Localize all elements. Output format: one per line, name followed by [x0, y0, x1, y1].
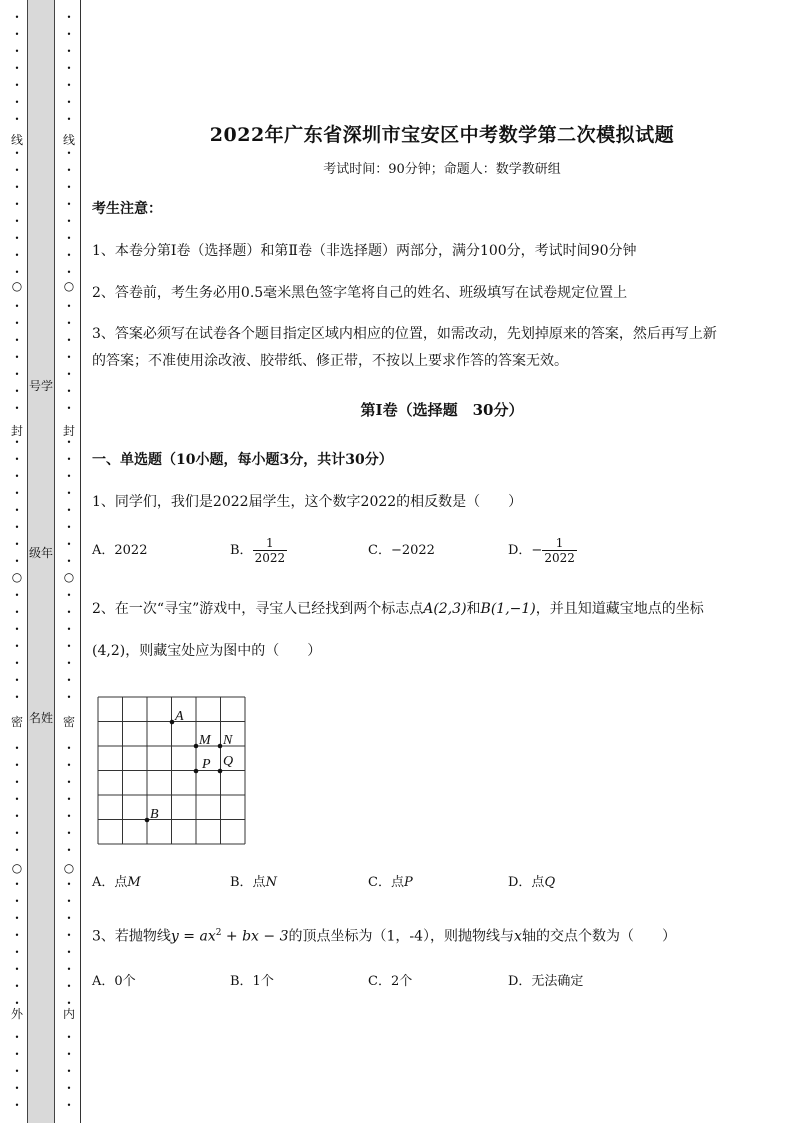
binding-hole-icon [59, 280, 79, 292]
binding-dot [59, 350, 79, 364]
binding-dot [59, 503, 79, 517]
binding-dot [7, 792, 27, 806]
notice-heading: 考生注意： [92, 201, 162, 217]
binding-dot [59, 27, 79, 41]
grid-point-n [218, 744, 223, 749]
binding-dot [59, 384, 79, 398]
binding-dot [59, 605, 79, 619]
binding-dot [59, 112, 79, 126]
binding-dot [7, 401, 27, 415]
inner-cut-line-label: 内 [62, 1007, 75, 1021]
binding-dot [59, 197, 79, 211]
binding-dot [59, 588, 79, 602]
binding-dot [59, 690, 79, 704]
grid-label-n: N [223, 733, 233, 748]
binding-hole-icon [7, 571, 27, 583]
grid-point-q [218, 769, 223, 774]
outer-cut-line-label: 封 [10, 424, 23, 438]
binding-dot [7, 639, 27, 653]
grid-point-m [194, 744, 199, 749]
question-3-options [92, 967, 712, 997]
q1-option-c[interactable]: C．−2022 [368, 543, 435, 558]
binding-dot [7, 622, 27, 636]
q1-option-b[interactable]: B． $\frac{1}{2022}$ [230, 536, 286, 565]
binding-dot [59, 1064, 79, 1078]
binding-dot [59, 894, 79, 908]
binding-dot [59, 452, 79, 466]
binding-dot [59, 367, 79, 381]
binding-dot [59, 231, 79, 245]
question-1-stem: 1、同学们，我们是2022届学生，这个数字2022的相反数是（ ） [92, 494, 523, 510]
binding-dot [59, 945, 79, 959]
binding-dot [7, 1047, 27, 1061]
binding-dot [7, 299, 27, 313]
binding-dot [7, 248, 27, 262]
binding-dot [7, 469, 27, 483]
field-label-name: 名姓 [28, 711, 53, 725]
binding-dot [59, 741, 79, 755]
binding-dot [7, 503, 27, 517]
binding-dot [59, 299, 79, 313]
binding-dot [7, 486, 27, 500]
binding-dot [7, 843, 27, 857]
binding-dot [7, 316, 27, 330]
binding-dot [59, 979, 79, 993]
notice-item-2: 2、答卷前，考生务必用0.5毫米黑色签字笔将自己的姓名、班级填写在试卷规定位置上 [92, 285, 628, 301]
treasure-grid-figure [96, 695, 248, 847]
binding-dot [7, 78, 27, 92]
binding-dot [59, 1098, 79, 1112]
binding-dot [7, 452, 27, 466]
question-2-stem-line2: (4,2)，则藏宝处应为图中的（ ） [92, 643, 322, 659]
binding-dot [59, 180, 79, 194]
inner-cut-line-label: 封 [62, 424, 75, 438]
binding-strip [0, 0, 90, 1123]
binding-dot [7, 61, 27, 75]
binding-dot [59, 826, 79, 840]
binding-dot [59, 1030, 79, 1044]
grid-label-m: M [199, 733, 211, 748]
grid-point-p [194, 769, 199, 774]
binding-dot [7, 809, 27, 823]
binding-dot [7, 588, 27, 602]
binding-dot [59, 316, 79, 330]
q2-option-d[interactable]: D．点Q [508, 875, 556, 890]
question-2-options [92, 868, 712, 898]
binding-dot [59, 639, 79, 653]
q1-option-d[interactable]: D．− $\frac{1}{2022}$ [508, 536, 575, 565]
binding-dot [59, 469, 79, 483]
binding-dot [7, 27, 27, 41]
exam-title: 2022年广东省深圳市宝安区中考数学第二次模拟试题 [209, 124, 675, 146]
inner-cut-line-label: 密 [62, 715, 75, 729]
binding-dot [7, 911, 27, 925]
binding-dot [7, 928, 27, 942]
notice-item-3: 3、答案必须写在试卷各个题目指定区域内相应的位置，如需改动，先划掉原来的答案，然后再写上新 [92, 326, 717, 342]
binding-dot [7, 554, 27, 568]
binding-hole-icon [59, 571, 79, 583]
binding-dot [7, 197, 27, 211]
exam-subtitle: 考试时间：90分钟；命题人：数学教研组 [323, 162, 561, 177]
inner-cut-line-label: 线 [62, 133, 75, 147]
grid-label-q: Q [223, 754, 234, 769]
binding-dot [59, 10, 79, 24]
binding-dot [59, 537, 79, 551]
margin-rule [80, 0, 81, 1123]
binding-dot [59, 622, 79, 636]
binding-dot [7, 333, 27, 347]
binding-dot [59, 333, 79, 347]
grid-label-b: B [150, 807, 159, 822]
binding-hole-icon [59, 862, 79, 874]
q3-option-b[interactable]: B．1个 [230, 974, 274, 989]
binding-dot [59, 1047, 79, 1061]
binding-dot [7, 163, 27, 177]
binding-dot [7, 384, 27, 398]
binding-dot [7, 231, 27, 245]
binding-dot [59, 44, 79, 58]
binding-hole-icon [7, 280, 27, 292]
binding-dot [7, 1098, 27, 1112]
binding-dot [7, 741, 27, 755]
binding-dot [59, 520, 79, 534]
binding-dot [59, 962, 79, 976]
binding-dot [7, 826, 27, 840]
grid-point-a [170, 720, 175, 725]
q2-option-b[interactable]: B．点N [230, 875, 277, 890]
binding-dot [59, 656, 79, 670]
binding-dot [7, 95, 27, 109]
binding-dot [59, 758, 79, 772]
binding-dot [59, 775, 79, 789]
outer-cut-line-label: 外 [10, 1007, 23, 1021]
binding-dot [59, 401, 79, 415]
question-3-stem: 3、若抛物线$y = ax^2$ + bx − 3的顶点坐标为（1，-4），则抛物线与x轴的交点个数为（ ） [92, 928, 676, 945]
binding-dot [7, 1064, 27, 1078]
binding-dot [7, 112, 27, 126]
binding-dot [7, 537, 27, 551]
binding-dot [59, 843, 79, 857]
notice-item-3-cont: 的答案；不准使用涂改液、胶带纸、修正带，不按以上要求作答的答案无效。 [92, 353, 568, 369]
binding-dot [7, 758, 27, 772]
binding-dot [59, 673, 79, 687]
binding-dot [7, 877, 27, 891]
binding-dot [7, 1030, 27, 1044]
part-one-title: 第I卷（选择题 30分） [360, 401, 524, 419]
binding-dot [7, 44, 27, 58]
outer-cut-line-label: 线 [10, 133, 23, 147]
q1-option-a[interactable]: A．2022 [92, 543, 148, 558]
binding-dot [7, 962, 27, 976]
binding-dot [59, 146, 79, 160]
q2-option-c[interactable]: C．点P [368, 875, 413, 890]
binding-dot [7, 605, 27, 619]
binding-dot [7, 656, 27, 670]
q2-option-a[interactable]: A．点M [92, 875, 141, 890]
question-2-stem: 2、在一次“寻宝”游戏中，寻宝人已经找到两个标志点A(2,3)和B(1,−1)，并且知道藏宝地点的坐标 [92, 601, 704, 617]
grid-label-p: P [202, 757, 211, 772]
binding-dot [7, 1081, 27, 1095]
q3-option-c[interactable]: C．2个 [368, 974, 413, 989]
binding-dot [59, 214, 79, 228]
question-1-options [92, 536, 712, 566]
binding-hole-icon [7, 862, 27, 874]
binding-dot [7, 10, 27, 24]
binding-dot [59, 486, 79, 500]
binding-dot [59, 1081, 79, 1095]
binding-dot [59, 78, 79, 92]
binding-dot [59, 928, 79, 942]
binding-dot [59, 792, 79, 806]
binding-dot [59, 95, 79, 109]
binding-dot [7, 775, 27, 789]
outer-cut-line-label: 密 [10, 715, 23, 729]
binding-dot [7, 520, 27, 534]
q3-option-d[interactable]: D．无法确定 [508, 974, 584, 989]
binding-dot [7, 894, 27, 908]
binding-dot [7, 350, 27, 364]
binding-dot [59, 61, 79, 75]
binding-dot [7, 367, 27, 381]
notice-item-1: 1、本卷分第I卷（选择题）和第Ⅱ卷（非选择题）两部分，满分100分，考试时间90分钟 [92, 243, 637, 259]
binding-dot [59, 163, 79, 177]
field-label-grade: 级年 [28, 546, 53, 560]
binding-dot [7, 180, 27, 194]
section-heading: 一、单选题（10小题，每小题3分，共计30分） [92, 452, 393, 468]
q3-option-a[interactable]: A．0个 [92, 974, 136, 989]
binding-dot [7, 673, 27, 687]
binding-dot [59, 809, 79, 823]
binding-dot [59, 877, 79, 891]
binding-dot [59, 265, 79, 279]
binding-dot [7, 979, 27, 993]
binding-dot [7, 214, 27, 228]
binding-dot [59, 911, 79, 925]
binding-dot [7, 945, 27, 959]
binding-dot [59, 248, 79, 262]
grid-point-b [145, 818, 150, 823]
binding-dot [7, 146, 27, 160]
grid-label-a: A [175, 709, 184, 724]
field-label-student-number: 号学 [28, 379, 53, 393]
binding-dot [7, 265, 27, 279]
binding-dot [59, 554, 79, 568]
binding-dot [7, 690, 27, 704]
